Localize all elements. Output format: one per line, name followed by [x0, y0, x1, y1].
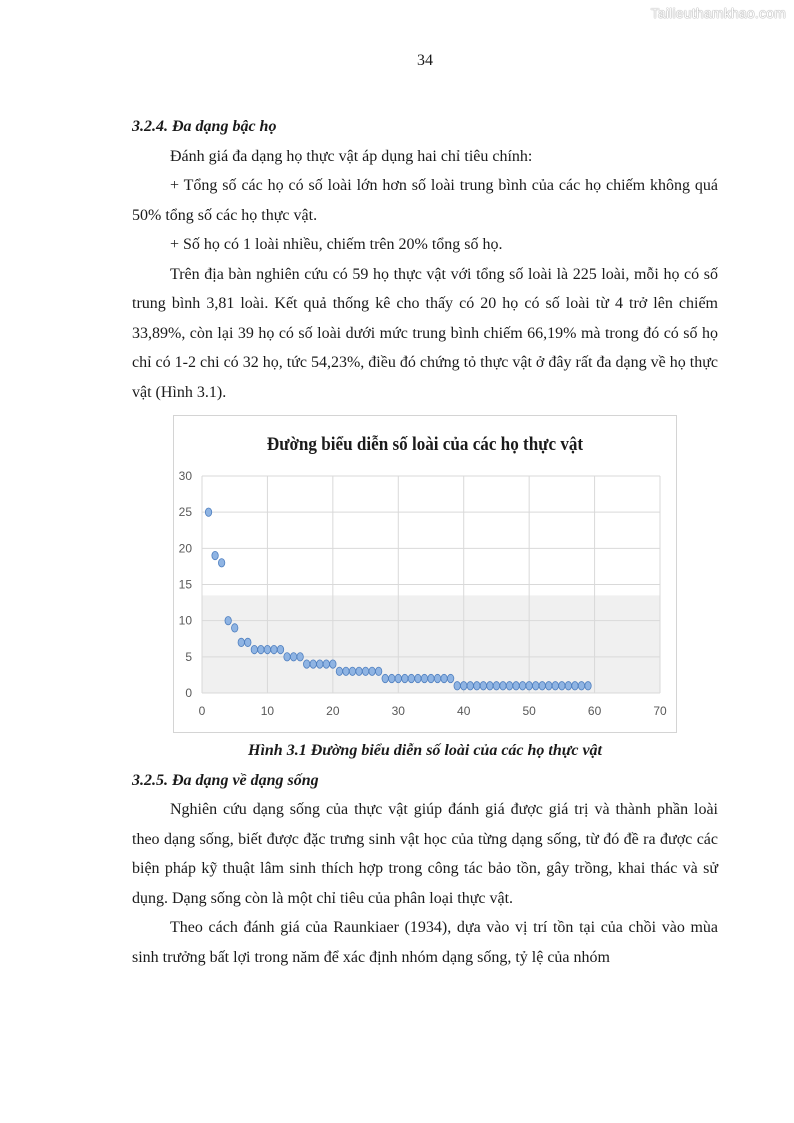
y-tick-label: 0: [185, 686, 192, 700]
data-point: [323, 660, 329, 668]
figure-caption: Hình 3.1 Đường biểu diễn số loài của các họ thực vật: [248, 742, 602, 759]
paragraph: Nghiên cứu dạng sống của thực vật giúp đánh giá được giá trị và thành phần loài theo dạng sống, biết được đặc trưng sinh vật học của từng dạng sống, từ đó đề ra được các biện pháp kỹ thuật lâm sinh thích hợp trong công tác bảo tồn, gây trồng, khai thác và sử dụng. Dạng sống còn là một chỉ tiêu của phân loại thực vật.: [132, 801, 718, 907]
x-tick-label: 60: [587, 704, 602, 718]
section-heading-3-2-4: 3.2.4. Đa dạng bậc họ: [132, 118, 277, 135]
y-tick-label: 5: [185, 649, 192, 664]
data-point: [356, 667, 362, 675]
paragraph: Trên địa bàn nghiên cứu có 59 họ thực vật với tổng số loài là 225 loài, mỗi họ có số trung bình 3,81 loài. Kết quả thống kê cho thấy có 20 họ có số loài từ 4 trở lên chiếm 33,89%, còn lại 39 họ có số loài dưới mức trung bình chiếm 66,19% mà trong đó có số họ chỉ có 1-2 chi có 32 họ, tức 54,23%, điều đó chứng tỏ thực vật ở đây rất đa dạng về họ thực vật (Hình 3.1).: [132, 265, 718, 401]
data-point: [585, 682, 591, 690]
data-point: [546, 682, 552, 690]
section-heading-3-2-5: 3.2.5. Đa dạng về dạng sống: [132, 771, 319, 789]
data-point: [565, 682, 571, 690]
data-point: [297, 653, 303, 661]
data-point: [271, 645, 277, 653]
data-point: [513, 682, 519, 690]
data-point: [572, 682, 578, 690]
data-point: [434, 674, 440, 682]
data-point: [415, 674, 421, 682]
paragraph: + Số họ có 1 loài nhiều, chiếm trên 20% tổng số họ.: [170, 236, 503, 253]
data-point: [402, 674, 408, 682]
data-point: [336, 667, 342, 675]
data-point: [343, 667, 349, 675]
data-point: [310, 660, 316, 668]
data-point: [480, 682, 486, 690]
data-point: [559, 682, 565, 690]
data-point: [461, 682, 467, 690]
y-tick-label: 30: [178, 469, 192, 483]
data-point: [277, 645, 283, 653]
data-point: [519, 682, 525, 690]
data-point: [474, 682, 480, 690]
x-tick-label: 20: [326, 704, 340, 718]
data-point: [428, 674, 434, 682]
data-point: [552, 682, 558, 690]
scatter-chart: [174, 416, 676, 732]
x-tick-label: 0: [198, 704, 206, 718]
page-number: 34: [417, 52, 433, 69]
data-point: [258, 645, 264, 653]
data-point: [205, 508, 211, 516]
data-point: [493, 682, 499, 690]
watermark: Tailieuthamkhao.com: [650, 5, 786, 21]
x-tick-label: 70: [653, 704, 667, 718]
data-point: [303, 660, 309, 668]
data-point: [238, 638, 244, 646]
data-point: [232, 624, 238, 632]
data-point: [382, 674, 388, 682]
x-tick-label: 50: [522, 704, 536, 718]
data-point: [539, 682, 545, 690]
paragraph: Đánh giá đa dạng họ thực vật áp dụng hai chỉ tiêu chính:: [170, 147, 533, 165]
chart-title: Đường biểu diễn số loài của các họ thực vật: [266, 433, 584, 455]
y-tick-label: 20: [178, 541, 192, 556]
x-tick-label: 30: [391, 704, 405, 718]
data-point: [330, 660, 336, 668]
data-point: [578, 682, 584, 690]
data-point: [526, 682, 532, 690]
data-point: [349, 667, 355, 675]
y-tick-label: 25: [178, 505, 192, 520]
data-point: [225, 616, 231, 624]
data-point: [447, 674, 453, 682]
data-point: [454, 682, 460, 690]
x-tick-label: 40: [457, 704, 471, 718]
data-point: [369, 667, 375, 675]
data-point: [500, 682, 506, 690]
data-point: [532, 682, 538, 690]
data-point: [487, 682, 493, 690]
y-tick-label: 15: [178, 577, 192, 592]
data-point: [506, 682, 512, 690]
data-point: [218, 559, 224, 567]
paragraph: Theo cách đánh giá của Raunkiaer (1934), dựa vào vị trí tồn tại của chồi vào mùa sinh trưởng bất lợi trong năm để xác định nhóm dạng sống, tỷ lệ của nhóm: [132, 919, 718, 966]
data-point: [421, 674, 427, 682]
data-point: [395, 674, 401, 682]
figure-chart: [173, 415, 677, 733]
data-point: [441, 674, 447, 682]
data-point: [389, 674, 395, 682]
paragraph: + Tổng số các họ có số loài lớn hơn số loài trung bình của các họ chiếm không quá 50% tổng số các họ thực vật.: [132, 177, 718, 224]
data-point: [212, 551, 218, 559]
page-content: [132, 112, 718, 972]
y-tick-label: 10: [178, 613, 192, 628]
data-point: [317, 660, 323, 668]
data-point: [264, 645, 270, 653]
data-point: [375, 667, 381, 675]
data-point: [251, 645, 257, 653]
data-point: [284, 653, 290, 661]
data-point: [362, 667, 368, 675]
data-point: [408, 674, 414, 682]
data-point: [245, 638, 251, 646]
data-point: [467, 682, 473, 690]
x-tick-label: 10: [260, 704, 275, 718]
data-point: [290, 653, 296, 661]
